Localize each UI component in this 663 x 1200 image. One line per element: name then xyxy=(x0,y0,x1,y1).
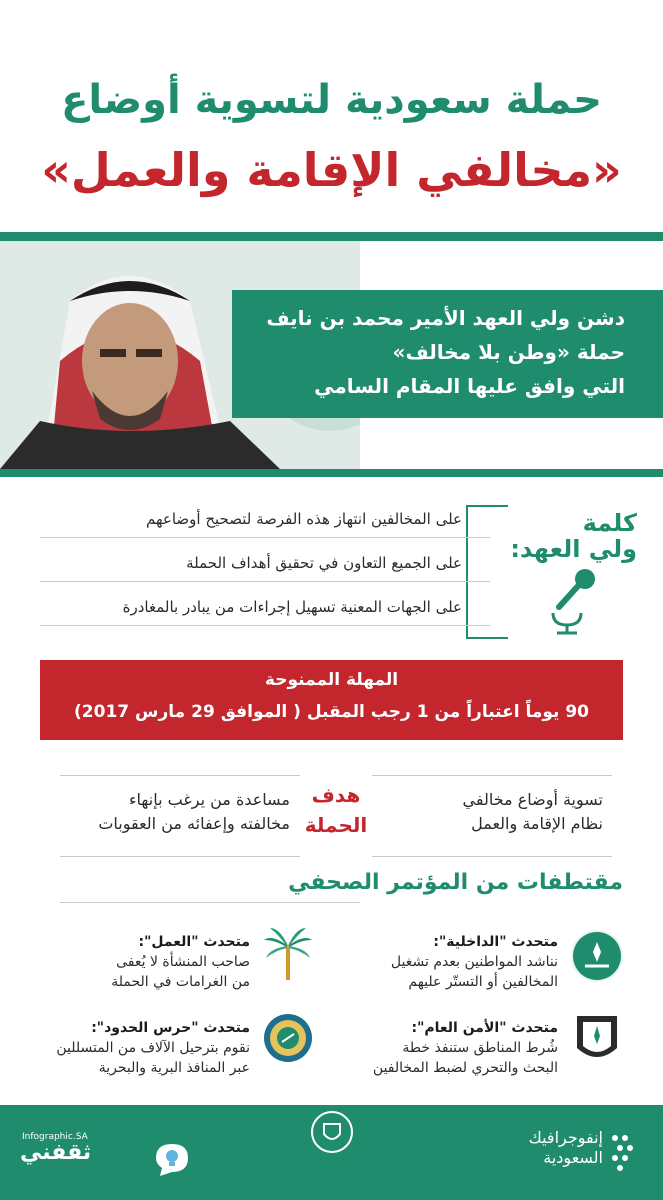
launch-line3: التي وافق عليها المقام السامي xyxy=(314,374,625,398)
speaker-public-security-line2: البحث والتحري لضبط المخالفين xyxy=(372,1060,558,1076)
brand-line1: إنفوجرافيك xyxy=(528,1128,603,1147)
speech-item-underline xyxy=(40,625,490,626)
speaker-public-security-title: متحدث "الأمن العام": xyxy=(411,1020,558,1036)
speech-item-text: على الجهات المعنية تسهيل إجراءات من يبادر بالمغادرة xyxy=(122,598,462,616)
speaker-public-security xyxy=(288,1018,558,1078)
speaker-border-guard-line1: نقوم بترحيل الآلاف من المتسللين xyxy=(56,1040,250,1056)
headline-line1: حملة سعودية لتسوية أوضاع xyxy=(61,77,602,123)
press-section-title: مقتطفات من المؤتمر الصحفي xyxy=(288,870,623,895)
labor-palm-icon xyxy=(262,926,314,978)
speech-label-line2: ولي العهد: xyxy=(510,535,637,563)
lightbulb-icon xyxy=(150,1138,194,1178)
brand-name xyxy=(493,1128,603,1168)
brand-dots-icon xyxy=(609,1132,637,1172)
speaker-interior-line1: نناشد المواطنين بعدم تشغيل xyxy=(390,954,558,970)
goal-left-line1: مساعدة من يرغب بإنهاء xyxy=(129,790,290,809)
speaker-border-guard-title: متحدث "حرس الحدود": xyxy=(91,1020,250,1036)
green-divider-bottom xyxy=(0,469,663,477)
speaker-labor-title: متحدث "العمل": xyxy=(138,934,250,950)
goal-label xyxy=(296,780,376,840)
deadline-box xyxy=(40,660,623,740)
speech-label-line1: كلمة xyxy=(582,509,637,537)
speech-item xyxy=(40,502,490,538)
goal-label-line1: هدف xyxy=(311,783,361,807)
speaker-interior-title: متحدث "الداخلية": xyxy=(433,934,558,950)
speaker-interior-line2: المخالفين أو التستّر عليهم xyxy=(408,974,558,990)
brand-line2: السعودية xyxy=(543,1148,603,1167)
press-divider xyxy=(60,902,360,903)
launch-statement-box xyxy=(232,290,663,418)
shield-emblem-icon xyxy=(310,1110,354,1154)
public-security-badge-icon xyxy=(571,1012,623,1064)
speaker-public-security-line1: شُرط المناطق ستنفذ خطة xyxy=(402,1040,558,1056)
goal-left-line2: مخالفته وإعفائه من العقوبات xyxy=(98,814,290,833)
speaker-border-guard xyxy=(0,1018,250,1078)
speech-label xyxy=(497,510,637,562)
speaker-border-guard-line2: عبر المنافذ البرية والبحرية xyxy=(98,1060,250,1076)
deadline-text: 90 يوماً اعتباراً من 1 رجب المقبل ( الموافق 29 مارس 2017) xyxy=(74,702,589,722)
speaker-labor-line1: صاحب المنشأة لا يُعفى xyxy=(116,954,250,970)
speech-item xyxy=(40,590,490,626)
goal-right-line2: نظام الإقامة والعمل xyxy=(471,814,603,833)
launch-line1: دشن ولي العهد الأمير محمد بن نايف xyxy=(266,306,625,330)
deadline-title: المهلة الممنوحة xyxy=(264,670,399,690)
headline-line2: «مخالفي الإقامة والعمل» xyxy=(41,143,622,197)
microphone-icon xyxy=(545,565,605,635)
goal-label-line2: الحملة xyxy=(304,813,368,837)
speech-item-underline xyxy=(40,537,490,538)
speech-item-text: على المخالفين انتهاز هذه الفرصة لتصحيح أوضاعهم xyxy=(146,510,462,528)
green-divider xyxy=(0,232,663,241)
border-guard-emblem-icon xyxy=(262,1012,314,1064)
speaker-labor xyxy=(0,932,250,992)
speaker-labor-line2: من الغرامات في الحملة xyxy=(111,974,250,990)
speech-item xyxy=(40,546,490,582)
site-watermark-small: Infographic.SA xyxy=(22,1132,88,1142)
site-watermark-logo: ثقفني xyxy=(20,1140,92,1165)
speech-item-text: على الجميع التعاون في تحقيق أهداف الحملة xyxy=(186,554,462,572)
launch-line2: حملة «وطن بلا مخالف» xyxy=(392,340,625,364)
goal-right-text xyxy=(403,788,603,836)
speaker-interior xyxy=(288,932,558,992)
goal-left-text xyxy=(60,788,290,836)
speech-item-underline xyxy=(40,581,490,582)
goal-right-line1: تسوية أوضاع مخالفي xyxy=(462,790,603,809)
interior-emblem-icon xyxy=(571,930,623,982)
